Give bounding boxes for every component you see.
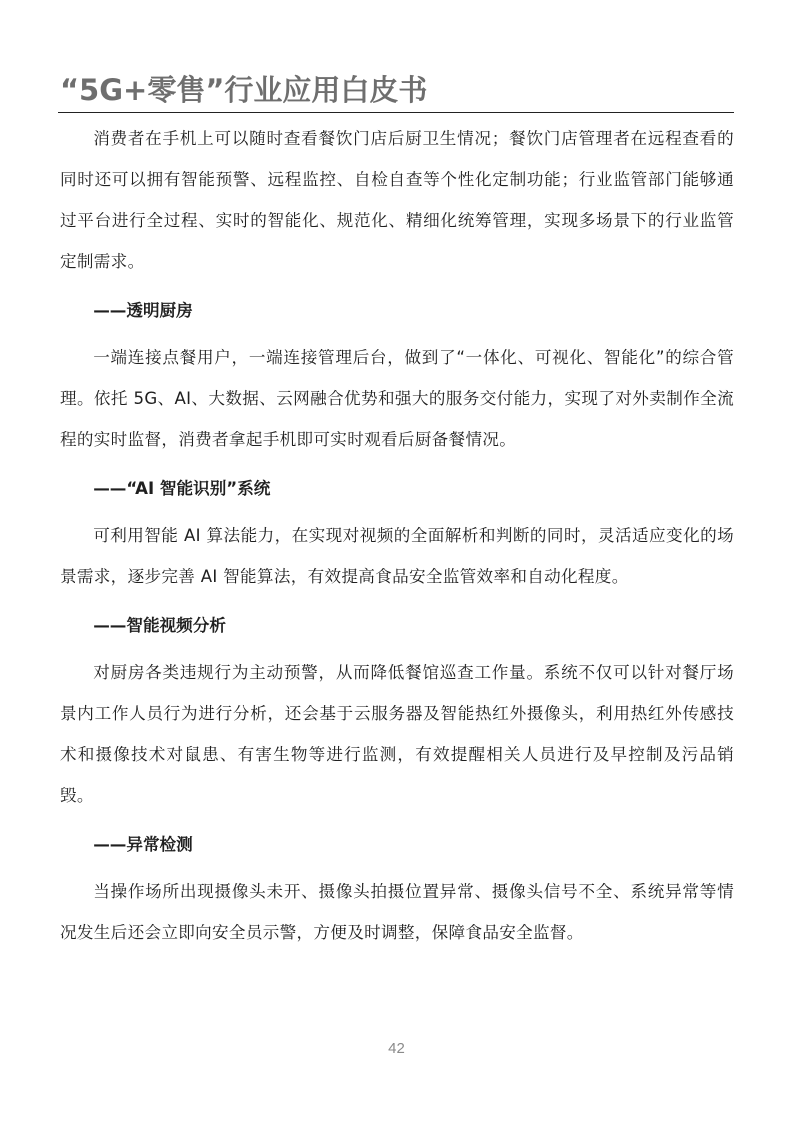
header-divider: [58, 112, 734, 113]
paragraph-intro: 消费者在手机上可以随时查看餐饮门店后厨卫生情况；餐饮门店管理者在远程查看的同时还可以拥有智能预警、远程监控、自检自查等个性化定制功能；行业监管部门能够通过平台进行全过程、实时的智能化、规范化、精细化统筹管理，实现多场景下的行业监管定制需求。: [60, 129, 734, 271]
paragraph-anomaly-detection: 当操作场所出现摄像头未开、摄像头拍摄位置异常、摄像头信号不全、系统异常等情况发生后还会立即向安全员示警，方便及时调整，保障食品安全监督。: [60, 882, 734, 942]
section-heading-video-analysis: ——智能视频分析: [93, 616, 226, 635]
section-heading-ai-recognition: ——“AI 智能识别”系统: [93, 479, 271, 498]
paragraph-video-analysis: 对厨房各类违规行为主动预警，从而降低餐馆巡查工作量。系统不仅可以针对餐厅场景内工作人员行为进行分析，还会基于云服务器及智能热红外摄像头，利用热红外传感技术和摄像技术对鼠患、有害生物等进行监测，有效提醒相关人员进行及早控制及污品销毁。: [60, 663, 734, 805]
section-heading-anomaly-detection: ——异常检测: [93, 835, 193, 854]
paragraph-ai-recognition: 可利用智能 AI 算法能力，在实现对视频的全面解析和判断的同时，灵活适应变化的场景需求，逐步完善 AI 智能算法，有效提高食品安全监管效率和自动化程度。: [60, 526, 734, 586]
section-heading-transparent-kitchen: ——透明厨房: [93, 301, 193, 320]
paragraph-transparent-kitchen: 一端连接点餐用户，一端连接管理后台，做到了“一体化、可视化、智能化”的综合管理。依托 5G、AI、大数据、云网融合优势和强大的服务交付能力，实现了对外卖制作全流程的实时监督，消费者拿起手机即可实时观看后厨备餐情况。: [60, 348, 734, 449]
document-body: [60, 118, 734, 953]
page-number: 42: [388, 1040, 405, 1057]
document-title: “5G+零售”行业应用白皮书: [60, 73, 428, 107]
